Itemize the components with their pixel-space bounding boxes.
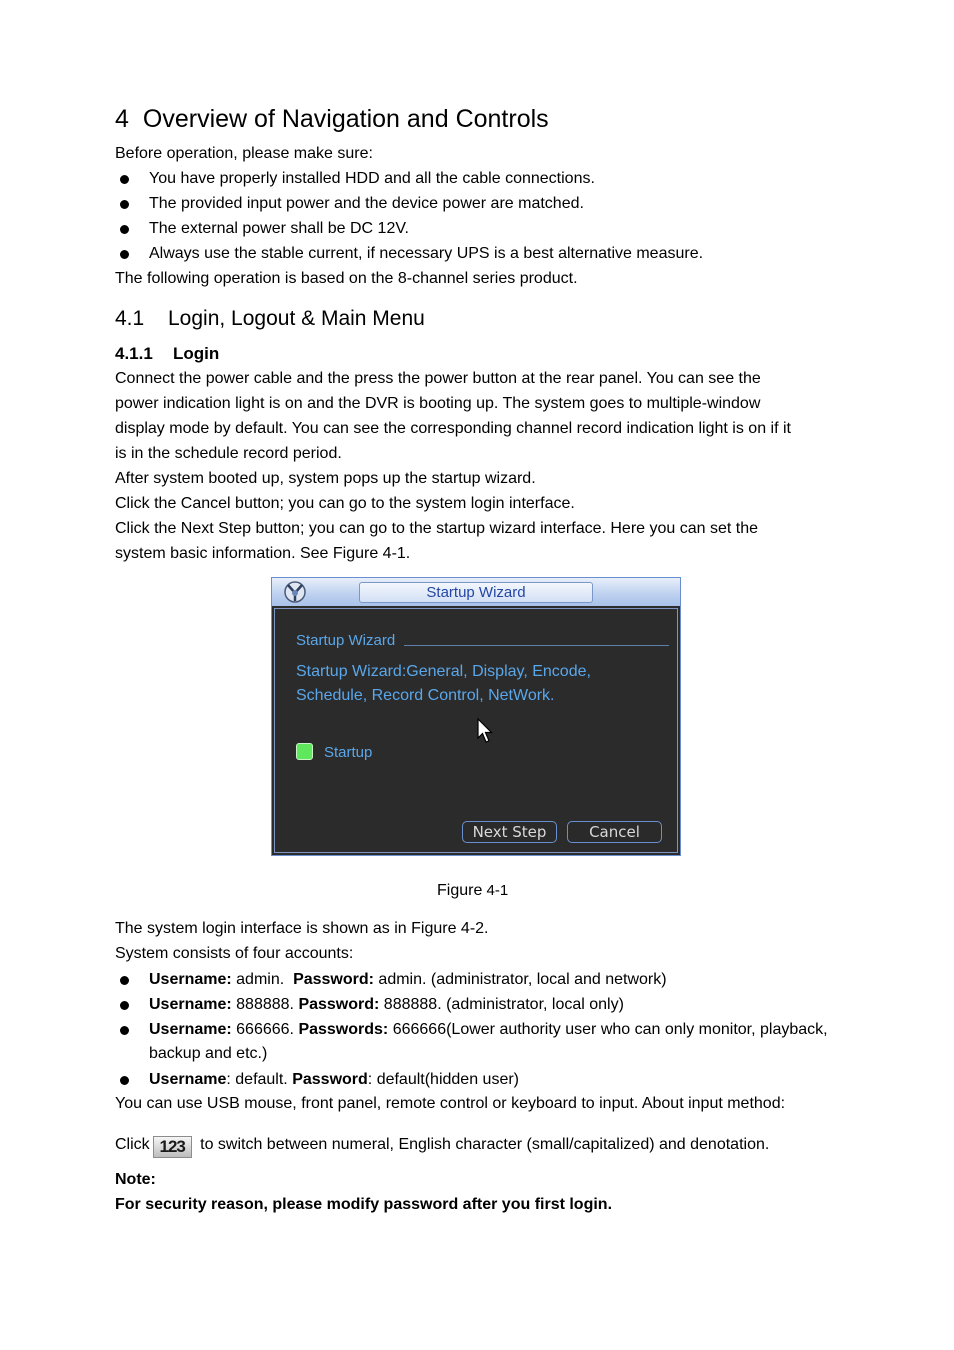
section-title: Login, Logout & Main Menu [168, 307, 425, 330]
next-step-button[interactable]: Next Step [462, 821, 557, 843]
wizard-window-title: Startup Wizard [359, 582, 593, 603]
wizard-section-label: Startup Wizard [296, 632, 396, 649]
login-interface-text: The system login interface is shown as in Figure 4-2. [115, 920, 489, 937]
basis-note: The following operation is based on the 8-channel series product. [115, 270, 578, 287]
wizard-title-bar [272, 578, 680, 606]
cancel-button[interactable]: Cancel [567, 821, 662, 843]
switch-input-text: Click 123 to switch between numeral, English character (small/capitalized) and denotation. [115, 1136, 770, 1156]
subsection-number: 4.1.1 [115, 344, 153, 363]
accounts-intro: System consists of four accounts: [115, 945, 354, 962]
chapter-title: Overview of Navigation and Controls [142, 105, 549, 133]
subsection-heading [115, 343, 219, 365]
startup-checkbox[interactable] [296, 743, 313, 760]
input-mode-123-icon[interactable]: 123 [153, 1136, 192, 1158]
subsection-title: Login [173, 344, 220, 363]
bullet-icon [120, 976, 129, 985]
bullet-icon [120, 1076, 129, 1085]
bullet-icon [120, 175, 129, 184]
account-item-continuation: backup and etc.) [149, 1045, 268, 1062]
wizard-description-line: Startup Wizard:General, Display, Encode, [296, 663, 591, 680]
note-text: For security reason, please modify password after you first login. [115, 1196, 613, 1213]
paragraph-line: Click the Next Step button; you can go to the startup wizard interface. Here you can set the [115, 520, 759, 537]
section-heading [115, 306, 425, 332]
paragraph-line: system basic information. See Figure 4-1. [115, 545, 411, 562]
startup-wizard-dialog [271, 577, 681, 856]
chapter-number: 4 [115, 105, 129, 133]
note-label: Note: [115, 1171, 156, 1188]
paragraph-line: is in the schedule record period. [115, 445, 342, 462]
paragraph-line: Connect the power cable and the press the power button at the rear panel. You can see the [115, 370, 761, 387]
intro-text: Before operation, please make sure: [115, 145, 373, 162]
bullet-icon [120, 250, 129, 259]
paragraph-line: power indication light is on and the DVR is booting up. The system goes to multiple-window [115, 395, 761, 412]
paragraph-line: display mode by default. You can see the corresponding channel record indication light is on if it [115, 420, 791, 437]
bullet-icon [120, 1026, 129, 1035]
bullet-icon [120, 1001, 129, 1010]
app-logo-icon [282, 580, 308, 604]
mouse-cursor-icon [477, 718, 495, 744]
wizard-description-line: Schedule, Record Control, NetWork. [296, 687, 555, 704]
chapter-heading [115, 103, 549, 135]
section-number: 4.1 [115, 307, 145, 330]
figure-caption: Figure 4-1 [437, 882, 509, 899]
startup-checkbox-label: Startup [324, 744, 373, 761]
document-page: 4 Overview of Navigation and Controls Before operation, please make sure: You have properly installed HDD and all the cable connections. The provided input power and the device power are matched. The external power shall be DC 12V. Always use the stable current, if necessary UPS is a best alternative measure. The following operation is based on the 8-channel series product. 4.1 Login, Logout & Main Menu 4.1.1 Login Connect the power cable and the press the power button at the rear panel. You can see the power indication light is on and the DVR is booting up. The system goes to multiple-window display mode by default. You can see the corresponding channel record indication light is on if it is in the schedule record period. After system booted up, system pops up the startup wizard. Click the Cancel button; you can go to the system login interface. Click the Next Step button; you can go to the startup wizard interface. Here you can set the system basic information. See Figure 4-1. Startup Wizard Startup Wizard Startup Wizard:General, Display, Encode, Schedule, Record Control, NetWork. Startup Next Step Cancel Figure 4-1 The system login interface is shown as in Figure 4-2. System consists of four accounts: Username: admin. Password: admin. (administrator, local and network) Username: 888888. Password: 888888. (administrator, local only) Username: 666666. Passwords: 666666(Lower authority user who can only monitor, playback, backup and etc.) Username: default. Password: default(hidden user) You can use USB mouse, front panel, remote control or keyboard to input. About input method: Click 123 to switch between numeral, English character (small/capitalized) and denotation. Note: For security reason, please modify password after you first login. [115, 105, 828, 1213]
wizard-divider [404, 645, 669, 646]
paragraph-line: Click the Cancel button; you can go to the system login interface. [115, 495, 575, 512]
bullet-icon [120, 200, 129, 209]
bullet-icon [120, 225, 129, 234]
input-method-text: You can use USB mouse, front panel, remote control or keyboard to input. About input method: [115, 1095, 786, 1112]
paragraph-line: After system booted up, system pops up the startup wizard. [115, 470, 536, 487]
